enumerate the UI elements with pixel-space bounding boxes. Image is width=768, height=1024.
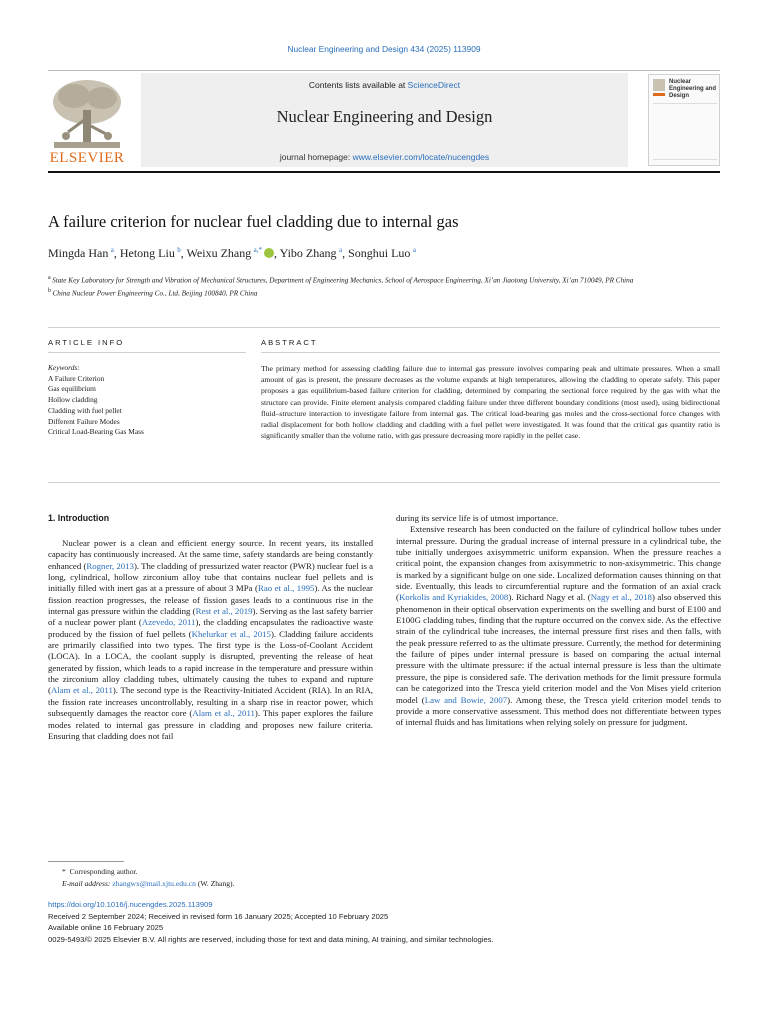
keyword: Gas equilibrium	[48, 384, 96, 394]
affiliations	[48, 273, 648, 299]
paragraph-text: ), the cladding encapsulates the radioactive waste produced by the fission of fuel pellets (	[48, 617, 373, 639]
author-name[interactable]: Hetong Liu	[119, 246, 175, 260]
divider	[261, 352, 720, 353]
citation-link[interactable]: Rogner, 2013	[86, 560, 134, 571]
abstract-text: The primary method for assessing cladding failure due to internal gas pressure involves comparing peak and ultimate pressures. When a small amount of gas is present, the pressure decreases as the volume expands at high temperatures, allowing the cladding to operate safely. This paper proposes a gas equilibrium-based failure criterion for cladding, determined by comparing the sectional force required by the gas with what the structure can provide. Finite element analysis compared cladding failure under three different boundary conditions (most used), using bidirectional fluid–structure interaction to investigate failure from internal gas. The critical load-bearing gas moles and the cross-sectional force changes with radial displacement for both hollow cladding and cladding with a fuel pellet were investigated. It was found that the critical gas quantity ratio is significantly smaller than the volume ratio, with gas pressure decreasing more rapidly in the pellet case.	[261, 364, 720, 441]
masthead-top-rule	[48, 70, 720, 71]
paragraph-text: ). Cladding failure accidents are primarily classified into two types. The first type is the Loss-of-Coolant Accident (LOCA). In a LOCA, the coolant supply is disrupted, preventing the release of heat generated by fission, which leads to a rapid increase in the temperature and pressure within the zirconium alloy cladding tubes, ultimately causing the tubes to expand and rupture (	[48, 628, 374, 696]
citation-link[interactable]: Azevedo, 2011	[141, 617, 196, 628]
author-name[interactable]: Yibo Zhang	[279, 246, 337, 260]
affiliation	[48, 286, 648, 299]
paragraph-text: ). This paper explores the failure modes related to internal gas pressure in cladding and proposes new failure criteria. Ensuring that cladding does not fail	[48, 708, 373, 741]
paragraph-text: ). As the nuclear fission reaction progresses, the release of fission gases leads to a continuous rise in the internal gas pressure within the cladding (	[48, 583, 373, 617]
citation-link[interactable]: Alam et al., 2011	[192, 708, 255, 719]
homepage-prefix: journal homepage:	[279, 152, 353, 162]
keyword: Different Failure Modes	[48, 416, 120, 426]
keyword: Critical Load-Bearing Gas Mass	[48, 427, 144, 437]
affiliation-marker[interactable]: a	[110, 246, 114, 254]
publication-details	[48, 899, 720, 945]
affiliation	[48, 273, 648, 286]
paragraph-text: ). Richard Nagy et al. (	[508, 592, 591, 603]
paragraph-text: Nuclear power is a clean and efficient energy source. In recent years, its installed capacity has continuously increased. At the same time, safety standards are being constantly enhanced (	[48, 538, 373, 571]
journal-homepage-link[interactable]: www.elsevier.com/locate/nucengdes	[352, 152, 490, 162]
affiliation-label: a	[48, 275, 51, 281]
author-list: Mingda Han $^a$, Hetong Liu $^b$, Weixu Zhang $^{a,*}$ , Yibo Zhang $^a$, Songhui Luo $^a$	[48, 246, 416, 260]
divider	[48, 352, 246, 353]
footnotes	[48, 866, 720, 890]
author-name[interactable]: Weixu Zhang	[186, 246, 252, 260]
author-name[interactable]: Mingda Han	[48, 246, 109, 260]
corresponding-author-note	[48, 866, 720, 878]
citation-link[interactable]: Rest et al., 2019	[195, 606, 253, 617]
divider	[48, 482, 720, 483]
journal-title: Nuclear Engineering and Design	[276, 107, 493, 126]
body-paragraph-continued: during its service life is of utmost importance.	[396, 513, 559, 523]
journal-reference-link[interactable]: Nuclear Engineering and Design 434 (2025) 113909	[287, 44, 481, 54]
paragraph-text: ) also observed this phenomenon in their optical observation experiments on the swelling and burst of E100 and E100G cladding tubes, finding that the rupture occurred on the convex side. As the effective strain of the cylindrical tube increases, the internal pressure first rises and then falls, with the peak pressure referred to as the ultimate pressure. Currently, the method for determining the failure of pipes under internal pressure is based on comparing the actual internal pressure with the ultimate pressure: if the actual internal pressure is less than the ultimate pressure, the pipe is considered safe. The derivation methods for the limit pressure formula can be categorized into the Tresca yield criterion model and the Von Mises yield criterion model (	[396, 592, 722, 705]
online-date: Available online 16 February 2025	[48, 923, 164, 932]
doi-link[interactable]: https://doi.org/10.1016/j.nucengdes.2025.113909	[48, 900, 213, 909]
keyword: Hollow cladding	[48, 395, 98, 405]
citation-link[interactable]: Khelurkar et al., 2015	[191, 628, 271, 639]
contents-prefix: Contents lists available at	[308, 80, 408, 90]
homepage-line	[141, 152, 628, 162]
body-column-left	[48, 538, 373, 742]
affiliation-text: China Nuclear Power Engineering Co., Ltd, Beijing 100840, PR China	[52, 289, 258, 298]
footnote-rule	[48, 861, 124, 862]
paragraph-text: ). The cladding of pressurized water reactor (PWR) nuclear fuel is a long, cylindrical, hollow zirconium alloy tube that contains nuclear fuel pellets and is initially filled with inert gas at a pressure of about 3 MPa (	[48, 560, 374, 594]
copyright-notice: 0029-5493/© 2025 Elsevier B.V. All rights are reserved, including those for text and data mining, AI training, and similar technologies.	[48, 934, 494, 944]
section-heading-introduction: 1. Introduction	[48, 513, 110, 523]
paragraph-text: Extensive research has been conducted on the failure of cylindrical hollow tubes under internal pressure. During the gradual increase of internal pressure in a cylindrical tube, the tube initially undergoes axisymmetric uniform expansion. When the pressure reaches a critical point, the expansion changes from axisymmetric to non-axisymmetric. This change is marked by a significant bulge on one side. Localized deformation causes thinning on that side. Eventually, this leads to circumferential rupture and the formation of an axial crack (	[396, 524, 721, 603]
asterisk-marker: *	[62, 867, 66, 876]
paragraph-text: ). Serving as the last safety barrier of a nuclear power plant (	[48, 606, 373, 628]
email-suffix: (W. Zhang).	[197, 879, 235, 888]
keyword: A Failure Criterion	[48, 373, 105, 383]
received-dates: Received 2 September 2024; Received in revised form 16 January 2025; Accepted 10 February 2025	[48, 911, 389, 921]
citation-link[interactable]: Law and Bowie, 2007	[424, 694, 508, 705]
article-title: A failure criterion for nuclear fuel cladding due to internal gas	[48, 212, 459, 231]
keyword: Cladding with fuel pellet	[48, 405, 122, 415]
paragraph-text: ). Among these, the Tresca yield criterion model tends to provide a more conservative assessment. This method does not differentiate between types of internal fluids and has limitations when relying solely on pressure for judgment.	[396, 694, 721, 728]
citation-link[interactable]: Nagy et al., 2018	[590, 592, 652, 603]
paragraph-text: ). The second type is the Reactivity-Initiated Accident (RIA). In an RIA, the fission rate increases uncontrollably, resulting in a sharp rise in reactor power, which subsequently damages the reactor core (	[48, 685, 373, 719]
author-name[interactable]: Songhui Luo	[348, 246, 411, 260]
citation-link[interactable]: Korkolis and Kyriakides, 2008	[398, 592, 509, 603]
body-paragraph	[48, 538, 373, 742]
keywords-label: Keywords:	[48, 363, 80, 372]
body-paragraph	[396, 524, 721, 728]
email-note	[48, 878, 720, 890]
abstract-heading: ABSTRACT	[261, 338, 318, 347]
article-info-heading: ARTICLE INFO	[48, 338, 125, 347]
author-email-link[interactable]: zhangwx@mail.xjtu.edu.cn	[112, 879, 196, 888]
corresponding-label: Corresponding author.	[69, 867, 138, 876]
sciencedirect-link[interactable]: ScienceDirect	[407, 80, 461, 90]
affiliation-marker[interactable]: a,*	[253, 246, 262, 254]
journal-cover-thumbnail[interactable]	[648, 74, 720, 166]
affiliation-label: b	[48, 287, 51, 294]
affiliation-marker[interactable]: a	[338, 246, 343, 254]
email-label: E-mail address:	[62, 879, 111, 888]
body-column-right	[396, 513, 721, 729]
affiliation-marker[interactable]: a	[412, 246, 416, 254]
affiliation-marker[interactable]: b	[177, 246, 181, 254]
masthead-bottom-rule	[48, 171, 720, 173]
contents-line	[141, 80, 628, 90]
divider	[48, 327, 720, 328]
orcid-icon[interactable]	[264, 248, 274, 258]
keywords-list	[48, 363, 248, 438]
citation-link[interactable]: Alam et al., 2011	[50, 685, 113, 696]
cover-title: Nuclear Engineering and Design	[669, 79, 717, 99]
citation-link[interactable]: Rao et al., 1995	[257, 583, 315, 594]
affiliation-text: State Key Laboratory for Strength and Vibration of Mechanical Structures, Department of Engineering Mechanics, School of Aerospace Engineering, Xi’an Jiaotong University, Xi’an 710049, PR China	[52, 276, 634, 285]
publisher-name: ELSEVIER	[49, 150, 125, 166]
